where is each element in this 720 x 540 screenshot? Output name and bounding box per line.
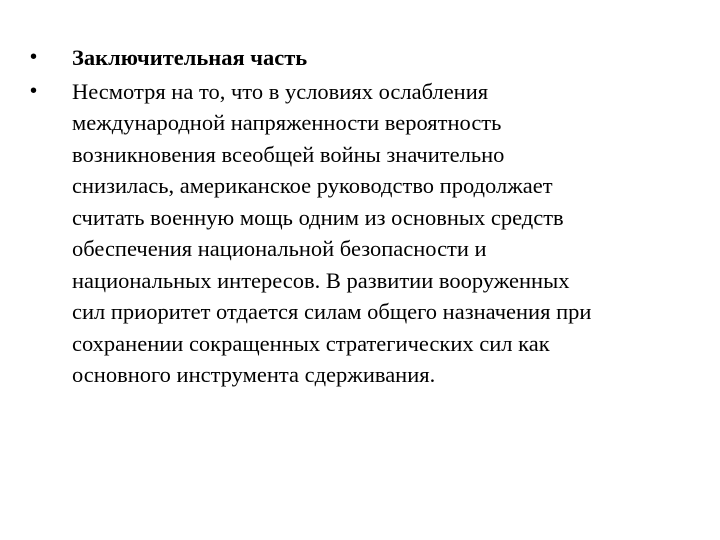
paragraph-line: национальных интересов. В развитии вооруженных <box>72 267 570 293</box>
bullet-list <box>30 42 690 393</box>
bullet-paragraph <box>30 76 690 391</box>
paragraph-line: возникновения всеобщей войны значительно <box>72 141 505 167</box>
paragraph-text <box>72 76 690 391</box>
paragraph-line: сил приоритет отдается силам общего назначения при <box>72 299 592 324</box>
bullet-marker: • <box>30 46 38 68</box>
paragraph-line: считать военную мощь одним из основных средств <box>72 204 564 230</box>
paragraph-line: основного инструмента сдерживания. <box>72 362 436 387</box>
section-heading: Заключительная часть <box>72 45 308 70</box>
paragraph-line: Несмотря на то, что в условиях ослабления <box>72 78 489 104</box>
paragraph-line: обеспечения национальной безопасности и <box>72 236 487 261</box>
paragraph-line: сохранении сокращенных стратегических сил как <box>72 330 550 356</box>
paragraph-line: снизилась, американское руководство продолжает <box>72 173 553 198</box>
bullet-marker: • <box>30 79 38 102</box>
bullet-heading <box>30 42 690 74</box>
paragraph-line: международной напряженности вероятность <box>72 110 502 135</box>
